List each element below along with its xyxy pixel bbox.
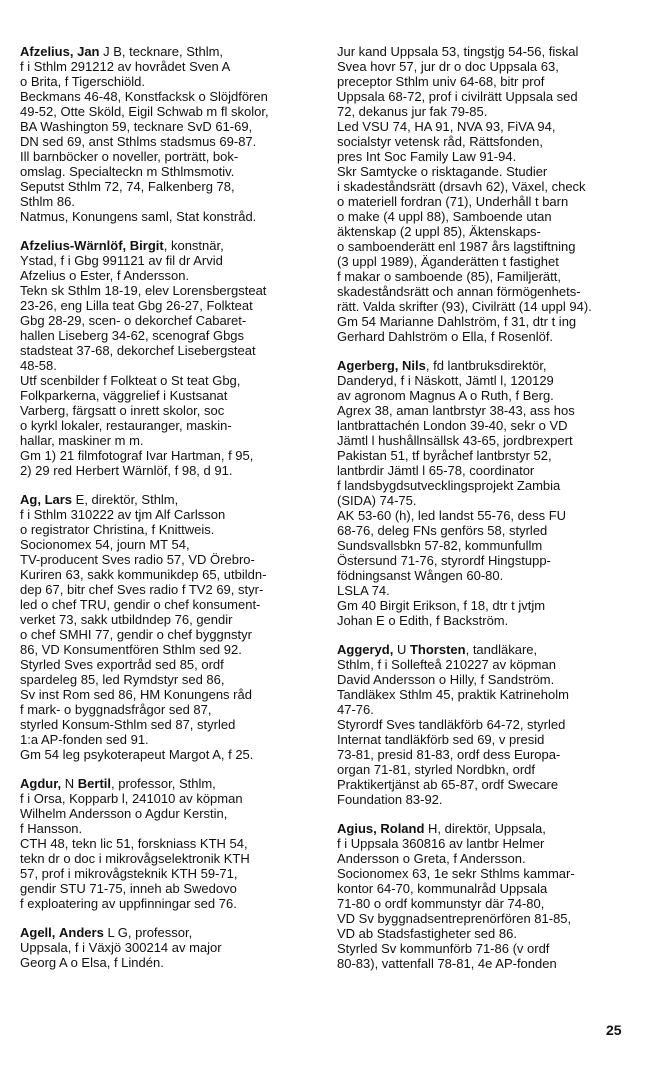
entry-given-name: Bertil [77, 776, 112, 791]
entry-agerberg-nils: Agerberg, Nils, fd lantbruksdirektör, Danderyd, f i Näskott, Jämtl l, 120129 av agronom Magnus A o Ruth, f Berg. Agrex 38, aman lantbrstyr 38-43, ass hos lantbrattachén London 39-40, sekr o VD Jämtl l hushållnsällsk 43-65, jordbrexpert Pakistan 51, tf byråchef lantbrstyr 52, lantbrdir Jämtl l 65-78, coordinator f landsbygdsutvecklingsprojekt Zambia (SIDA) 74-75. AK 53-60 (h), led landst 55-76, dess FU 68-76, deleg FNs genförs 58, styrled Sundsvallsbkn 57-82, kommunfullm Östersund 71-76, styrordf Hingstupp- födningsanst Wången 60-80. LSLA 74. Gm 40 Birgit Erikson, f 18, dtr t jvtjm Johan E o Edith, f Backström. [337, 358, 575, 628]
entry-surname: Agius, [337, 821, 377, 836]
entry-surname: Ag, [20, 492, 41, 507]
entry-surname: Agerberg, [337, 358, 399, 373]
entry-given-name: Birgit [129, 238, 164, 253]
entry-surname: Agell, [20, 925, 56, 940]
entry-given-name: Jan [77, 44, 100, 59]
entry-afzelius-jan: Afzelius, Jan J B, tecknare, Sthlm, f i Sthlm 291212 av hovrådet Sven A o Brita, f Tigerschiöld. Beckmans 46-48, Konstfacksk o Slöjdfören 49-52, Otte Sköld, Eigil Schwab m fl skolor, BA Washington 59, tecknare SvD 61-69, DN sed 69, anst Sthlms stadsmus 69-87. Ill barnböcker o noveller, porträtt, bok- omslag. Specialteckn m Sthlmsmotiv. Seputst Sthlm 72, 74, Falkenberg 78, Sthlm 86. Natmus, Konungens saml, Stat konstråd. [20, 44, 269, 224]
entry-given-name: Anders [59, 925, 104, 940]
page-number: 25 [606, 1022, 622, 1038]
entry-agell-anders: Agell, Anders L G, professor, Uppsala, f i Växjö 300214 av major Georg A o Elsa, f Lindén. [20, 925, 222, 970]
right-column [337, 44, 627, 985]
entry-agdur-bertil: Agdur, N Bertil, professor, Sthlm, f i Orsa, Kopparb l, 241010 av köpman Wilhelm Andersson o Agdur Kerstin, f Hansson. CTH 48, tekn lic 51, forskniass KTH 54, tekn dr o doc i mikrovågselektronik KTH 57, prof i mikrovågsteknik KTH 59-71, gendir STU 71-75, inneh ab Swedovo f exploatering av uppfinningar sed 76. [20, 776, 250, 911]
entry-given-name: Thorsten [409, 642, 466, 657]
entry-surname: Afzelius, [20, 44, 74, 59]
entry-surname: Agdur, [20, 776, 62, 791]
entry-given-name: Roland [380, 821, 425, 836]
entry-agell-continuation: Jur kand Uppsala 53, tingstjg 54-56, fiskal Svea hovr 57, jur dr o doc Uppsala 63, preceptor Sthlm univ 64-68, bitr prof Uppsala 68-72, prof i civilrätt Uppsala sed 72, dekanus jur fak 79-85. Led VSU 74, HA 91, NVA 93, FiVA 94, socialstyr vetensk råd, Rättsfonden, pres Int Soc Family Law 91-94. Skr Samtycke o risktagande. Studier i skadeståndsrätt (drsavh 62), Växel, check o materiell fordran (71), Underhåll t barn o make (4 uppl 88), Samboende utan äktenskap (2 uppl 85), Äktenskaps- o samboenderätt enl 1987 års lagstiftning (3 uppl 1989), Äganderätten t fastighet f makar o samboende (85), Familjerätt, skadeståndsrätt och annan förmögenhets- rätt. Valda skrifter (93), Civilrätt (14 uppl 94). Gm 54 Marianne Dahlström, f 31, dtr t ing Gerhard Dahlström o Ella, f Rosenlöf. [337, 44, 592, 344]
entry-afzelius-warnlof-birgit: Afzelius-Wärnlöf, Birgit, konstnär, Ystad, f i Gbg 991121 av fil dr Arvid Afzelius o Ester, f Andersson. Tekn sk Sthlm 18-19, elev Lorensbergsteat 23-26, eng Lilla teat Gbg 26-27, Folkteat Gbg 28-29, scen- o dekorchef Cabaret- hallen Liseberg 34-62, scenograf Gbgs stadsteat 37-68, dekorchef Lisebergsteat 48-58. Utf scenbilder f Folkteat o St teat Gbg, Folkparkerna, väggrelief i Kustsanat Varberg, färgsatt o inrett skolor, soc o kyrkl lokaler, restauranger, maskin- hallar, maskiner m m. Gm 1) 21 filmfotograf Ivar Hartman, f 95, 2) 29 red Herbert Wärnlöf, f 98, d 91. [20, 238, 267, 478]
entry-agius-roland: Agius, Roland H, direktör, Uppsala, f i Uppsala 360816 av lantbr Helmer Andersson o Greta, f Andersson. Socionomex 63, 1e sekr Sthlms kammar- kontor 64-70, kommunalråd Uppsala 71-80 o ordf kommunstyr där 74-80, VD Sv byggnadsentreprenörfören 81-85, VD ab Stadsfastigheter sed 86. Styrled Sv kommunförb 71-86 (v ordf 80-83), vattenfall 78-81, 4e AP-fonden [337, 821, 575, 971]
entry-given-name: Lars [44, 492, 73, 507]
entry-surname: Aggeryd, [337, 642, 394, 657]
left-column [20, 44, 310, 984]
entry-ag-lars: Ag, Lars E, direktör, Sthlm, f i Sthlm 310222 av tjm Alf Carlsson o registrator Christina, f Knittweis. Socionomex 54, journ MT 54, TV-producent Sves radio 57, VD Örebro- Kuriren 63, sakk kommunikdep 65, utbildn- dep 67, bitr chef Sves radio f TV2 69, styr- led o chef TRU, gendir o chef konsument- verket 73, sakk utbildndep 76, gendir o chef SMHI 77, gendir o chef byggnstyr 86, VD Konsumentfören Sthlm sed 92. Styrled Sves exportråd sed 85, ordf spardeleg 85, led Rymdstyr sed 86, Sv inst Rom sed 86, HM Konungens råd f mark- o byggnadsfrågor sed 87, styrled Konsum-Sthlm sed 87, styrled 1:a AP-fonden sed 91. Gm 54 leg psykoterapeut Margot A, f 25. [20, 492, 267, 762]
entry-aggeryd-thorsten: Aggeryd, U Thorsten, tandläkare, Sthlm, f i Sollefteå 210227 av köpman David Andersson o Hilly, f Sandström. Tandläkex Sthlm 45, praktik Katrineholm 47-76. Styrordf Sves tandläkförb 64-72, styrled Internat tandläkförb sed 69, v presid 73-81, presid 81-83, ordf dess Europa- organ 71-81, styrled Nordbkn, ordf Praktikertjänst ab 65-87, ordf Swecare Foundation 83-92. [337, 642, 569, 807]
entry-given-name: Nils [402, 358, 426, 373]
entry-surname: Afzelius-Wärnlöf, [20, 238, 127, 253]
